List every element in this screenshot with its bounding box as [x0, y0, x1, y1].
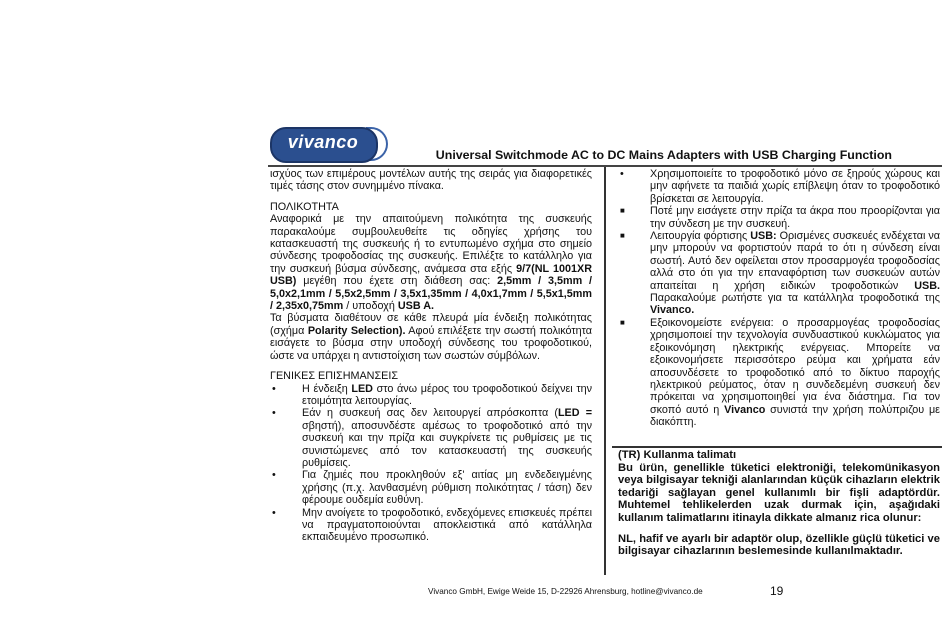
turkish-paragraph-2: NL, hafif ve ayarlı bir adaptör olup, özellikle güçlü tüketici ve bilgisayar cihazlarının beslemesinde kullanılmaktadır.	[618, 532, 940, 558]
list-item	[618, 168, 940, 205]
list-item	[270, 469, 592, 506]
vivanco-logo	[270, 127, 388, 161]
usb-label: USB.	[914, 279, 940, 292]
polarity-paragraph-2	[270, 312, 592, 362]
brand-name: Vivanco.	[650, 304, 695, 317]
page-number: 19	[770, 584, 784, 598]
text-run: / υποδοχή	[343, 300, 398, 313]
feature-list	[618, 205, 940, 428]
led-label: LED	[351, 382, 373, 395]
intro-paragraph: ισχύος των επιμέρους μοντέλων αυτής της σειράς για διαφορετικές τιμές τάσης στον συνημμένο πίνακα.	[270, 168, 592, 193]
bullet-icon: •	[272, 506, 276, 519]
polarity-selection: Polarity Selection).	[307, 324, 406, 337]
polarity-paragraph-1	[270, 213, 592, 312]
list-item	[270, 507, 592, 544]
square-bullet-icon: ■	[620, 231, 625, 241]
bullet-icon: •	[620, 168, 624, 180]
document-title: Universal Switchmode AC to DC Mains Adapters with USB Charging Function	[435, 148, 892, 162]
brand-name: Vivanco	[724, 403, 766, 416]
text-run: συνιστά την χρήση πολύπριζου με διακόπτη.	[650, 403, 940, 429]
list-item	[618, 205, 940, 230]
text-run: Ορισμένες συσκευές ενδέχεται να μην μπορούν να φορτιστούν παρά το ότι η σύνδεση είναι σωστή. Αυτό δεν οφείλεται στον προσαρμογέα τροφοδοσίας αλλά στο ότι για την επαναφόρτιση των συσκευών αυτών απαιτείται η χρήση ειδικών τροφοδοτικών	[650, 230, 941, 292]
list-item	[618, 317, 940, 429]
turkish-heading: (TR) Kullanma talimatı	[618, 449, 737, 461]
text-run: Τα βύσματα διαθέτουν σε κάθε πλευρά μία ένδειξη πολικότητας (σχήμα	[270, 312, 592, 337]
safety-list	[618, 168, 940, 205]
led-label: LED =	[557, 407, 592, 420]
text-run: Η ένδειξη	[302, 382, 352, 395]
right-column	[618, 168, 940, 429]
section-divider	[612, 446, 942, 448]
text-run: Ποτέ μην εισάγετε στην πρίζα τα άκρα που προορίζονται για την σύνδεση με την συσκευή.	[650, 205, 940, 230]
square-bullet-icon: ■	[620, 206, 625, 216]
connector-model: 9/7(NL 1001XR USB)	[270, 262, 592, 288]
text-run: Αφού επιλέξετε την σωστή πολικότητα εισάγετε το βύσμα στην υποδοχή σύνδεσης του τροφοδοτικού, ώστε να υπάρχει η αντιστοίχιση των σωστών σύμβόλων.	[270, 324, 592, 362]
general-notes-list	[270, 383, 592, 544]
usb-label: USB:	[750, 230, 777, 243]
plug-sizes: 2,5mm / 3,5mm / 5,0x2,1mm / 5,5x2,5mm / 3,5x1,35mm / 4,0x1,7mm / 5,5x1,5mm / 2,35x0,75mm	[270, 275, 593, 313]
text-run: Αναφορικά με την απαιτούμενη πολικότητα της συσκευής παρακαλούμε συμβουλευθείτε τις οδηγίες χρήσης του κατασκευαστή της συσκευής ή το εντυπωμένο σχήμα στο σημείο σύνδεσης τροφοδοσίας της συσκευής. Επιλέξτε το κατάλληλο για την συσκευή βύσμα σύνδεσης, ανάμεσα στα εξής	[270, 213, 592, 275]
bullet-icon: •	[272, 407, 276, 420]
bullet-icon: •	[272, 469, 276, 482]
text-run: Εξοικονομείστε ενέργεια: ο προσαρμογέας τροφοδοσίας χρησιμοποιεί την τεχνολογία συνδυαστικού κυκλώματος για εξοικονόμηση ηλεκτρικής ενέργειας. Μπορείτε να εξοικονομήσετε περισσότερο ρεύμα και χρήματα εάν αποσυνδέσετε το τροφοδοτικό από το δίκτυο παροχής ηλεκτρικού ρεύματος, όταν η συνδεδεμένη συσκευή δεν πρόκειται να χρησιμοποιηθεί για ένα διάστημα. Για τον σκοπό αυτό η	[650, 316, 940, 416]
logo-text: vivanco	[287, 132, 359, 152]
usb-socket: USB A.	[397, 300, 435, 313]
footer-address: Vivanco GmbH, Ewige Weide 15, D-22926 Ahrensburg, hotline@vivanco.de	[428, 587, 703, 596]
text-run: μεγέθη που έχετε στη διάθεση σας:	[296, 275, 498, 288]
text-run: σβηστή), αποσυνδέστε αμέσως το τροφοδοτικό από την συσκευή και την πρίζα και συγκρίνετε τις ρυθμίσεις με τις συνιστώμενες από τον κατασκευαστή της συσκευής ρυθμίσεις.	[302, 419, 592, 469]
text-run: Μην ανοίγετε το τροφοδοτικό, ενδεχόμενες επισκευές πρέπει να πραγματοποιούνται αποκλειστικά από κατάλληλα εκπαιδευμένο προσωπικό.	[302, 506, 592, 544]
bullet-icon: •	[272, 382, 276, 395]
text-run: Χρησιμοποιείτε το τροφοδοτικό μόνο σε ξηρούς χώρους και μην αφήνετε τα παιδιά χωρίς επίβλεψη όταν το τροφοδοτικό βρίσκεται σε λειτουργία.	[650, 168, 940, 205]
square-bullet-icon: ■	[620, 317, 625, 327]
text-run: Παρακαλούμε ρωτήστε για τα κατάλληλα τροφοδοτικά της	[650, 292, 940, 305]
list-item	[270, 407, 592, 469]
text-run: στο άνω μέρος του τροφοδοτικού δείχνει την ετοιμότητα λειτουργίας.	[302, 382, 592, 407]
list-item	[618, 230, 940, 317]
turkish-section	[618, 449, 940, 558]
turkish-paragraph-1: Bu ürün, genellikle tüketici elektroniği, telekomünikasyon veya bilgisayar tekniği alanlarından küçük cihazların elektrik tedariği sağlayan genel kullanımlı bir fişli adaptördür. Muhtemel tehlikelerden uzak durmak için, aşağıdaki kullanım talimatlarını itinayla dikkate almanız rica olunur:	[618, 461, 940, 524]
column-divider	[604, 167, 606, 575]
general-notes-heading: ΓΕΝΙΚΕΣ ΕΠΙΣΗΜΑΝΣΕΙΣ	[270, 370, 399, 383]
text-run: Λειτουργία φόρτισης	[650, 230, 751, 243]
list-item	[270, 383, 592, 408]
text-run: Για ζημιές που προκληθούν εξ' αιτίας μη ενδεδειγμένης χρήσης (π.χ. λανθασμένη ρύθμιση πολικότητας / τάση) δεν φέρουμε ουδεμία ευθύνη.	[302, 469, 592, 507]
polarity-heading: ΠΟΛΙΚΟΤΗΤΑ	[270, 200, 339, 213]
left-column	[270, 168, 592, 544]
text-run: Εάν η συσκευή σας δεν λειτουργεί απρόσκοπτα (	[302, 407, 558, 420]
